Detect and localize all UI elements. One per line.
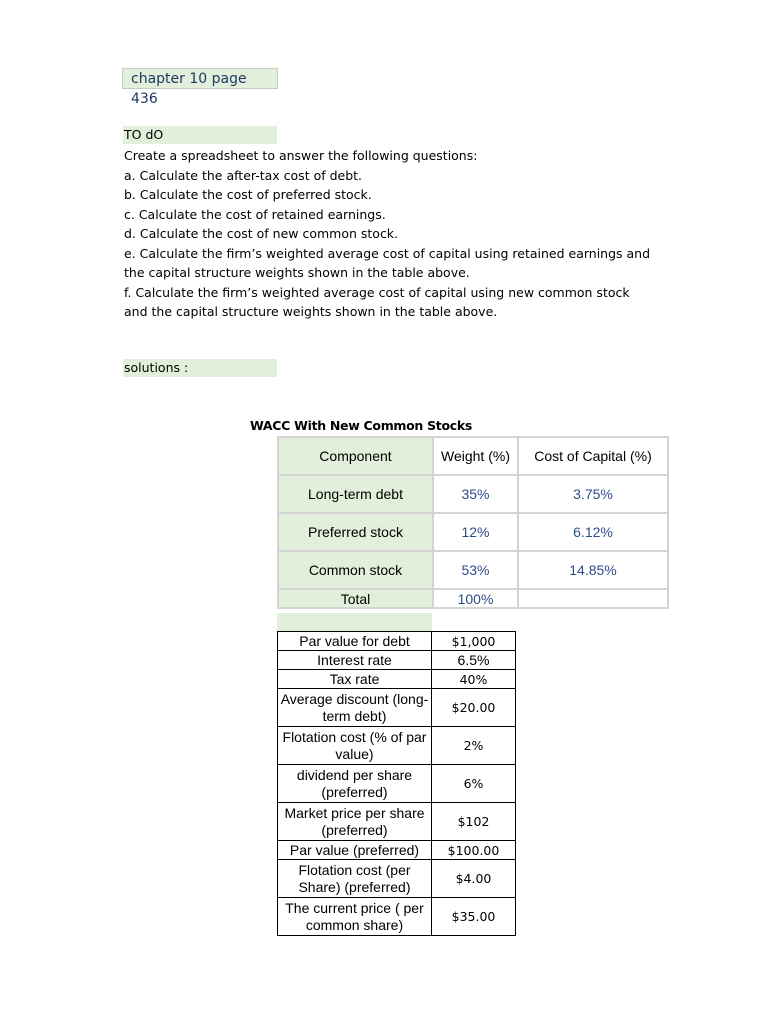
cell-weight[interactable]: 12% (433, 513, 518, 551)
input-label[interactable]: Flotation cost (% of par value) (278, 727, 432, 765)
todo-label[interactable]: TO dO (123, 126, 277, 144)
input-value[interactable]: $20.00 (432, 689, 516, 727)
inputs-table (277, 631, 516, 936)
wacc-title-text[interactable]: WACC With New Common Stocks (250, 418, 473, 433)
input-row (278, 727, 516, 765)
input-row (278, 670, 516, 689)
cell-weight[interactable]: 53% (433, 551, 518, 589)
input-label[interactable]: Interest rate (278, 651, 432, 670)
todo-line[interactable]: the capital structure weights shown in the table above. (124, 265, 470, 280)
cell-total-cost[interactable] (518, 589, 668, 608)
solutions-label[interactable]: solutions : (123, 359, 277, 377)
input-value[interactable]: $100.00 (432, 841, 516, 860)
input-value[interactable]: $102 (432, 803, 516, 841)
wacc-row-common (278, 551, 668, 589)
wacc-row-total (278, 589, 668, 608)
todo-instructions (124, 146, 651, 322)
input-value[interactable]: $4.00 (432, 860, 516, 898)
todo-line[interactable]: d. Calculate the cost of new common stock. (124, 226, 399, 241)
cell-component[interactable]: Long-term debt (278, 475, 433, 513)
input-label[interactable]: Market price per share (preferred) (278, 803, 432, 841)
todo-line[interactable]: b. Calculate the cost of preferred stock. (124, 187, 372, 202)
todo-line[interactable]: and the capital structure weights shown in the table above. (124, 304, 498, 319)
input-label[interactable]: Tax rate (278, 670, 432, 689)
input-row (278, 765, 516, 803)
input-row (278, 898, 516, 936)
input-label[interactable]: dividend per share (preferred) (278, 765, 432, 803)
cell-total-label[interactable]: Total (278, 589, 433, 608)
wacc-title (250, 417, 517, 435)
wacc-header-row (278, 437, 668, 475)
input-value[interactable]: $35.00 (432, 898, 516, 936)
input-label[interactable]: Flotation cost (per Share) (preferred) (278, 860, 432, 898)
input-row (278, 651, 516, 670)
todo-line[interactable]: a. Calculate the after-tax cost of debt. (124, 167, 363, 183)
wacc-table (277, 436, 669, 609)
input-label[interactable]: The current price ( per common share) (278, 898, 432, 936)
cell-cost[interactable]: 3.75% (518, 475, 668, 513)
input-value[interactable]: 40% (432, 670, 516, 689)
cell-cost[interactable]: 6.12% (518, 513, 668, 551)
todo-line[interactable]: c. Calculate the cost of retained earnings. (124, 206, 386, 222)
todo-line[interactable]: Create a spreadsheet to answer the following questions: (124, 148, 478, 163)
cell-total-weight[interactable]: 100% (433, 589, 518, 608)
header-weight[interactable]: Weight (%) (433, 437, 518, 475)
cell-weight[interactable]: 35% (433, 475, 518, 513)
input-row (278, 860, 516, 898)
cell-component[interactable]: Preferred stock (278, 513, 433, 551)
input-value[interactable]: 2% (432, 727, 516, 765)
header-component[interactable]: Component (278, 437, 433, 475)
todo-line[interactable]: e. Calculate the firm’s weighted average cost of capital using retained earnings and (124, 245, 651, 261)
input-row (278, 689, 516, 727)
header-cost[interactable]: Cost of Capital (%) (518, 437, 668, 475)
input-label[interactable]: Average discount (long-term debt) (278, 689, 432, 727)
spacer-cell (277, 613, 432, 631)
cell-cost[interactable]: 14.85% (518, 551, 668, 589)
input-value[interactable]: 6% (432, 765, 516, 803)
wacc-row-preferred (278, 513, 668, 551)
cell-component[interactable]: Common stock (278, 551, 433, 589)
input-label[interactable]: Par value for debt (278, 632, 432, 651)
input-row (278, 841, 516, 860)
input-value[interactable]: $1,000 (432, 632, 516, 651)
chapter-reference[interactable]: chapter 10 page 436 (122, 68, 278, 89)
wacc-row-debt (278, 475, 668, 513)
input-row (278, 803, 516, 841)
input-value[interactable]: 6.5% (432, 651, 516, 670)
input-label[interactable]: Par value (preferred) (278, 841, 432, 860)
todo-line[interactable]: f. Calculate the firm’s weighted average cost of capital using new common stock (124, 284, 630, 300)
input-row (278, 632, 516, 651)
